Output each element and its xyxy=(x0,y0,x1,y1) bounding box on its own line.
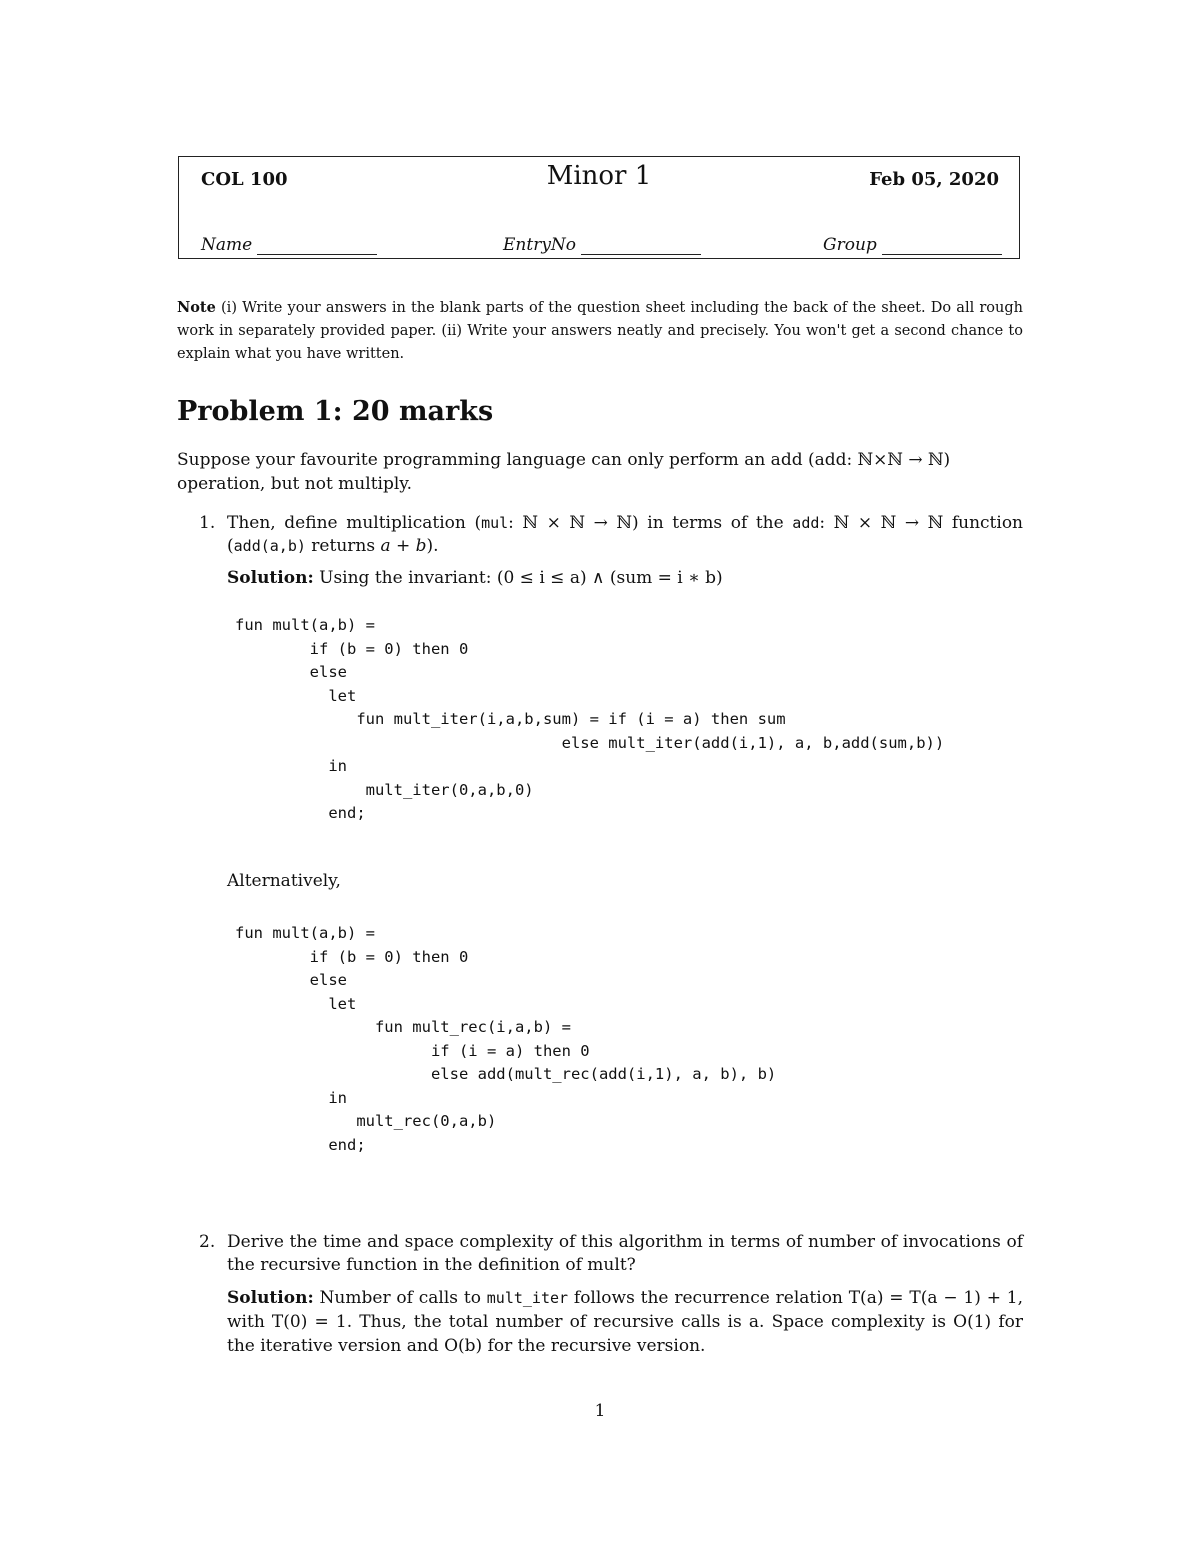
alternatively-text: Alternatively, xyxy=(227,871,341,891)
q1-code-addab: add(a,b) xyxy=(233,537,306,555)
code-block-iterative: fun mult(a,b) = if (b = 0) then 0 else let fun mult_iter(i,a,b,sum) = if (i = a) then sum else mult_iter(add(i,1), a, b,add(sum,b)) in mult_iter(0,a,b,0) end; xyxy=(235,616,945,822)
page-number: 1 xyxy=(594,1401,606,1421)
group-label: Group xyxy=(823,235,877,255)
question-text xyxy=(227,512,1023,558)
exam-note xyxy=(177,296,1023,366)
solution-2 xyxy=(227,1286,1023,1358)
problem-heading: Problem 1: 20 marks xyxy=(177,396,494,427)
question-number: 2. xyxy=(199,1232,216,1252)
question-number: 1. xyxy=(199,513,216,533)
q1-code-mul: mul xyxy=(481,514,509,532)
sol2-text-a: Number of calls to xyxy=(313,1288,487,1308)
solution-label: Solution: xyxy=(227,1288,314,1308)
q1-code-add: add xyxy=(792,514,820,532)
entry-blank xyxy=(581,240,701,255)
entry-field xyxy=(503,235,701,255)
header-box xyxy=(178,156,1020,259)
exam-title: Minor 1 xyxy=(546,161,652,191)
q1-text-d: returns xyxy=(305,536,381,556)
group-blank xyxy=(882,240,1002,255)
q1-text-e: ). xyxy=(426,536,439,556)
entry-label: EntryNo xyxy=(503,235,577,255)
sol2-text-b: follows the recurrence relation T(a) = T(a − 1) + 1, with T(0) = 1. Thus, the total number of recursive calls is a. Space complexity is O(1) for the iterative version and O(b) for the recursive version. xyxy=(227,1288,1023,1356)
q1-text-a: Then, define multiplication ( xyxy=(227,513,482,533)
problem-intro: Suppose your favourite programming language can only perform an add (add: ℕ×ℕ → ℕ) operation, but not multiply. xyxy=(177,450,951,494)
name-field xyxy=(201,235,377,255)
q1-math-sum: a + b xyxy=(380,536,427,556)
question-1 xyxy=(199,512,1023,558)
solution-label: Solution: xyxy=(227,568,314,588)
name-label: Name xyxy=(201,235,253,255)
question-2 xyxy=(199,1231,1023,1277)
note-label: Note xyxy=(177,299,216,316)
group-field xyxy=(823,235,1002,255)
sol2-code: mult_iter xyxy=(486,1289,569,1307)
question-text: Derive the time and space complexity of this algorithm in terms of number of invocations of the recursive function in the definition of mult? xyxy=(227,1232,1023,1275)
exam-date: Feb 05, 2020 xyxy=(869,169,999,190)
q1-text-c: : ℕ × ℕ → ℕ function ( xyxy=(227,513,1024,556)
course-code: COL 100 xyxy=(201,169,288,190)
name-blank xyxy=(257,240,377,255)
q1-text-b: : ℕ × ℕ → ℕ) in terms of the xyxy=(508,513,793,533)
solution-text: Using the invariant: (0 ≤ i ≤ a) ∧ (sum = i ∗ b) xyxy=(313,568,723,588)
code-block-recursive: fun mult(a,b) = if (b = 0) then 0 else let fun mult_rec(i,a,b) = if (i = a) then 0 else add(mult_rec(add(i,1), a, b), b) in mult_rec(0,a,b) end; xyxy=(235,924,777,1154)
note-text: (i) Write your answers in the blank parts of the question sheet including the back of the sheet. Do all rough work in separately provided paper. (ii) Write your answers neatly and precisely. You won't get a second chance to explain what you have written. xyxy=(177,300,1023,362)
solution-1 xyxy=(227,566,1023,590)
